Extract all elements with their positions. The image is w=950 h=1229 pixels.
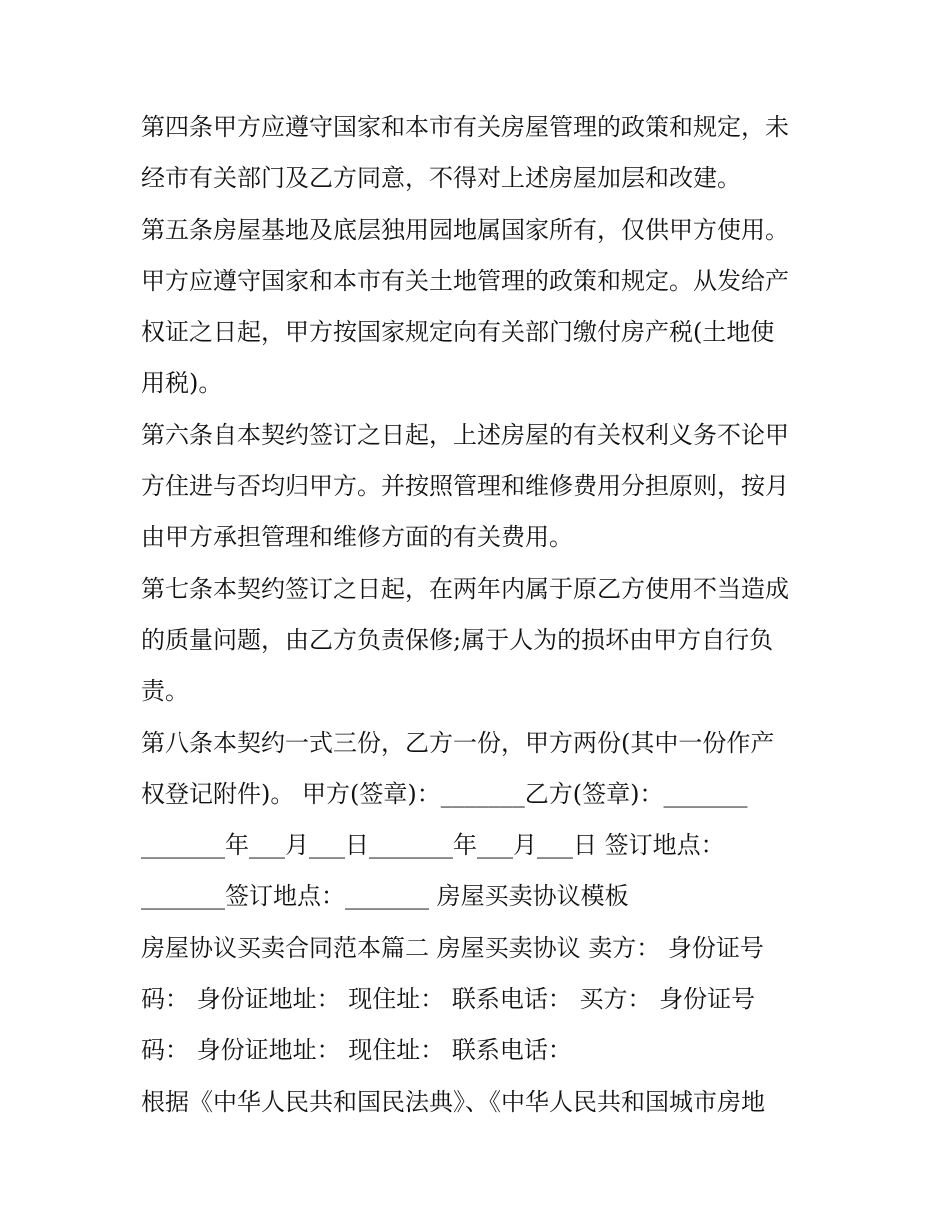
text-line: 码： 身份证地址： 现住址： 联系电话： 买方： 身份证号 — [141, 985, 756, 1014]
text-line: 房屋协议买卖合同范本篇二 房屋买卖协议 卖方： 身份证号 — [141, 933, 764, 962]
text-line: _______签订地点：_______ 房屋买卖协议模板 — [141, 882, 629, 911]
text-line: 根据《中华人民共和国民法典》、《中华人民共和国城市房地 — [141, 1087, 765, 1116]
text-line: 经市有关部门及乙方同意，不得对上述房屋加层和改建。 — [141, 164, 741, 193]
text-line: 第六条自本契约签订之日起，上述房屋的有关权利义务不论甲 — [141, 420, 789, 449]
text-line: 权证之日起，甲方按国家规定向有关部门缴付房产税(土地使 — [141, 318, 775, 347]
document-body — [141, 102, 821, 1128]
text-line: 用税)。 — [141, 369, 223, 398]
text-line: 由甲方承担管理和维修方面的有关费用。 — [141, 523, 573, 552]
text-line: 责。 — [141, 677, 189, 706]
text-line: 的质量问题，由乙方负责保修;属于人为的损坏由甲方自行负 — [141, 625, 774, 654]
text-line: 码： 身份证地址： 现住址： 联系电话： — [141, 1036, 572, 1065]
text-line: 第八条本契约一式三份，乙方一份，甲方两份(其中一份作产 — [141, 728, 775, 757]
text-line: _______年___月___日_______年___月___日 签订地点： — [141, 831, 725, 860]
text-line: 第七条本契约签订之日起，在两年内属于原乙方使用不当造成 — [141, 574, 789, 603]
text-line: 甲方应遵守国家和本市有关土地管理的政策和规定。从发给产 — [141, 266, 789, 295]
text-line: 方住进与否均归甲方。并按照管理和维修费用分担原则，按月 — [141, 472, 789, 501]
text-line: 第四条甲方应遵守国家和本市有关房屋管理的政策和规定，未 — [141, 113, 789, 141]
text-line: 第五条房屋基地及底层独用园地属国家所有，仅供甲方使用。 — [141, 215, 789, 244]
text-line: 权登记附件)。 甲方(签章)：_______乙方(签章)：_______ — [141, 779, 748, 808]
